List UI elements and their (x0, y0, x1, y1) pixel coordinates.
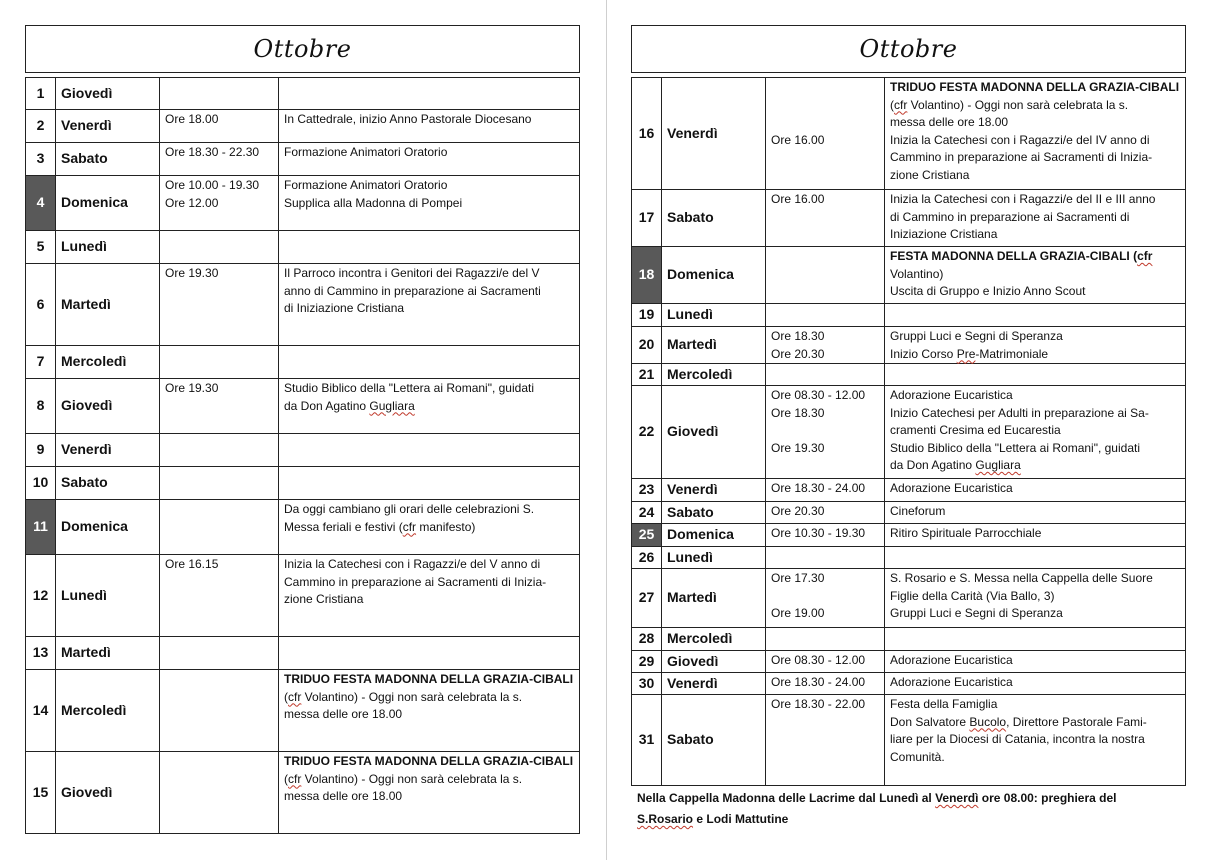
event-cell (279, 670, 580, 752)
time-cell (766, 569, 885, 628)
time-cell (766, 386, 885, 479)
text-line: zione Cristiana (284, 592, 364, 606)
weekday-name: Sabato (56, 143, 160, 176)
text-line: Comunità. (890, 749, 945, 764)
day-number: 3 (26, 143, 56, 176)
time-cell (766, 78, 885, 190)
text-line: Inizia la Catechesi con i Ragazzi/e del IV anno di (890, 132, 1150, 147)
text-line: Cineforum (890, 504, 946, 518)
month-title-right: Ottobre (631, 25, 1186, 73)
text-line: Ore 08.30 - 12.00 (771, 388, 866, 402)
day-row (26, 231, 580, 264)
event-cell (885, 524, 1186, 547)
text-line: Ore 18.00 (165, 112, 219, 126)
weekday-name: Domenica (662, 524, 766, 547)
weekday-name: Martedì (56, 637, 160, 670)
weekday-name: Lunedì (662, 304, 766, 327)
month-title-left: Ottobre (25, 25, 580, 73)
text-line: Ritiro Spirituale Parrocchiale (890, 526, 1042, 540)
weekday-name: Lunedì (56, 231, 160, 264)
text-line: Volantino) (890, 266, 944, 281)
day-row (632, 78, 1186, 190)
left-page (25, 25, 580, 834)
day-number: 7 (26, 346, 56, 379)
time-cell (766, 247, 885, 304)
event-cell (279, 555, 580, 637)
text-line: da Don Agatino Gugliara (890, 458, 1021, 472)
day-number: 30 (632, 673, 662, 695)
event-title: TRIDUO FESTA MADONNA DELLA GRAZIA-CIBALI (284, 754, 574, 768)
day-row (632, 327, 1186, 364)
weekday-name: Venerdì (662, 479, 766, 502)
text-line: Ore 18.30 - 22.30 (165, 145, 260, 159)
day-number: 28 (632, 628, 662, 651)
day-row (632, 673, 1186, 695)
weekday-name: Domenica (662, 247, 766, 304)
text-line: Figlie della Carità (Via Ballo, 3) (890, 588, 1055, 603)
event-cell (279, 346, 580, 379)
day-number: 15 (26, 752, 56, 834)
weekday-name: Martedì (662, 327, 766, 364)
text-line: Uscita di Gruppo e Inizio Anno Scout (890, 284, 1086, 298)
weekday-name: Sabato (662, 502, 766, 524)
page-divider (606, 0, 607, 860)
day-number: 22 (632, 386, 662, 479)
day-row (26, 434, 580, 467)
right-page (631, 25, 1186, 786)
day-row (632, 502, 1186, 524)
day-row (26, 670, 580, 752)
day-row (26, 143, 580, 176)
weekday-name: Martedì (662, 569, 766, 628)
day-row (632, 247, 1186, 304)
day-number: 8 (26, 379, 56, 434)
event-cell (885, 304, 1186, 327)
text-line (771, 79, 879, 97)
time-cell (160, 78, 279, 110)
text-line: messa delle ore 18.00 (284, 789, 403, 803)
day-number: 18 (632, 247, 662, 304)
event-cell (279, 176, 580, 231)
text-line: Ore 08.30 - 12.00 (771, 653, 866, 667)
event-cell (885, 327, 1186, 364)
text-line: Cammino in preparazione ai Sacramenti di Inizia- (284, 574, 547, 589)
time-cell (766, 502, 885, 524)
text-line: Ore 18.30 - 24.00 (771, 481, 866, 495)
text-line: Festa della Famiglia (890, 697, 998, 711)
day-row (632, 364, 1186, 386)
day-number: 14 (26, 670, 56, 752)
text-line (771, 422, 879, 440)
time-cell (160, 143, 279, 176)
event-cell (885, 386, 1186, 479)
weekday-name: Sabato (662, 695, 766, 786)
time-cell (766, 673, 885, 695)
weekday-name: Mercoledì (662, 628, 766, 651)
event-cell (279, 467, 580, 500)
event-cell (279, 637, 580, 670)
day-row (632, 628, 1186, 651)
day-number: 2 (26, 110, 56, 143)
event-cell (885, 673, 1186, 695)
time-cell (160, 467, 279, 500)
event-cell (279, 264, 580, 346)
text-line: cramenti Cresima ed Eucarestia (890, 423, 1061, 437)
event-cell (279, 78, 580, 110)
weekday-name: Mercoledì (662, 364, 766, 386)
day-row (26, 500, 580, 555)
calendar-table-left (25, 77, 580, 834)
text-line: Ore 19.00 (771, 606, 825, 620)
text-line: Gruppi Luci e Segni di Speranza (890, 606, 1063, 620)
time-cell (766, 547, 885, 569)
day-row (632, 304, 1186, 327)
event-title: TRIDUO FESTA MADONNA DELLA GRAZIA-CIBALI (890, 80, 1180, 94)
event-cell (279, 143, 580, 176)
weekday-name: Venerdì (56, 434, 160, 467)
text-line: Ore 10.30 - 19.30 (771, 526, 866, 540)
footer-note: Nella Cappella Madonna delle Lacrime dal Lunedì al Venerdì ore 08.00: preghiera del S.Rosario e Lodi Mattutine (637, 791, 1117, 826)
day-row (26, 379, 580, 434)
text-line: Ore 19.30 (771, 440, 825, 455)
event-cell (885, 651, 1186, 673)
weekday-name: Mercoledì (56, 346, 160, 379)
text-line: Ore 19.30 (165, 381, 219, 395)
text-line: Ore 16.15 (165, 557, 219, 571)
text-line: S. Rosario e S. Messa nella Cappella delle Suore (890, 571, 1153, 585)
time-cell (160, 637, 279, 670)
text-line: Ore 18.30 (771, 329, 825, 343)
time-cell (766, 651, 885, 673)
event-cell (885, 628, 1186, 651)
time-cell (160, 752, 279, 834)
text-line: Studio Biblico della "Lettera ai Romani", guidati (284, 381, 534, 395)
day-number: 19 (632, 304, 662, 327)
weekday-name: Mercoledì (56, 670, 160, 752)
text-line: Cammino in preparazione ai Sacramenti di Inizia- (890, 150, 1153, 164)
weekday-name: Domenica (56, 500, 160, 555)
text-line: Il Parroco incontra i Genitori dei Ragazzi/e del V (284, 266, 540, 280)
weekday-name: Sabato (56, 467, 160, 500)
weekday-name: Lunedì (56, 555, 160, 637)
text-line: messa delle ore 18.00 (284, 707, 403, 721)
day-number: 31 (632, 695, 662, 786)
event-cell (279, 752, 580, 834)
day-row (632, 547, 1186, 569)
text-line: Adorazione Eucaristica (890, 481, 1013, 495)
day-number: 13 (26, 637, 56, 670)
weekday-name: Venerdì (56, 110, 160, 143)
text-line: Ore 18.30 - 22.00 (771, 697, 866, 711)
text-line: (cfr Volantino) - Oggi non sarà celebrata la s. (284, 771, 523, 786)
text-line: Ore 18.30 (771, 405, 825, 420)
text-line: Inizia la Catechesi con i Ragazzi/e del V anno di (284, 557, 541, 571)
time-cell (766, 304, 885, 327)
day-number: 16 (632, 78, 662, 190)
time-cell (766, 628, 885, 651)
text-line (771, 588, 879, 606)
day-number: 25 (632, 524, 662, 547)
day-row (632, 386, 1186, 479)
text-line: Adorazione Eucaristica (890, 653, 1013, 667)
text-line: Inizia la Catechesi con i Ragazzi/e del II e III anno (890, 192, 1156, 206)
day-row (26, 555, 580, 637)
text-line: Adorazione Eucaristica (890, 675, 1013, 689)
day-row (632, 479, 1186, 502)
weekday-name: Venerdì (662, 673, 766, 695)
event-cell (885, 695, 1186, 786)
text-line: (cfr Volantino) - Oggi non sarà celebrata la s. (890, 97, 1129, 112)
event-cell (885, 78, 1186, 190)
text-line: Ore 16.00 (771, 132, 825, 147)
event-cell (885, 364, 1186, 386)
day-row (26, 752, 580, 834)
text-line: Ore 20.30 (771, 504, 825, 518)
day-number: 1 (26, 78, 56, 110)
event-cell (279, 231, 580, 264)
text-line: Ore 18.30 - 24.00 (771, 675, 866, 689)
day-row (632, 569, 1186, 628)
time-cell (766, 524, 885, 547)
weekday-name: Venerdì (662, 78, 766, 190)
day-row (632, 695, 1186, 786)
day-number: 29 (632, 651, 662, 673)
day-number: 17 (632, 190, 662, 247)
event-cell (885, 547, 1186, 569)
text-line: Inizio Catechesi per Adulti in preparazione ai Sa- (890, 405, 1149, 420)
text-line: In Cattedrale, inizio Anno Pastorale Diocesano (284, 112, 532, 126)
time-cell (160, 670, 279, 752)
event-cell (279, 110, 580, 143)
weekday-name: Giovedì (56, 78, 160, 110)
day-number: 24 (632, 502, 662, 524)
text-line: Ore 12.00 (165, 195, 219, 210)
text-line: messa delle ore 18.00 (890, 115, 1009, 129)
day-number: 9 (26, 434, 56, 467)
day-number: 11 (26, 500, 56, 555)
day-number: 4 (26, 176, 56, 231)
time-cell (160, 500, 279, 555)
text-line: Ore 20.30 (771, 346, 825, 361)
weekday-name: Giovedì (56, 379, 160, 434)
time-cell (766, 327, 885, 364)
event-cell (279, 434, 580, 467)
day-number: 12 (26, 555, 56, 637)
text-line: Gruppi Luci e Segni di Speranza (890, 329, 1063, 343)
text-line: liare per la Diocesi di Catania, incontra la nostra (890, 732, 1145, 746)
day-number: 21 (632, 364, 662, 386)
day-row (26, 264, 580, 346)
day-number: 10 (26, 467, 56, 500)
event-title: TRIDUO FESTA MADONNA DELLA GRAZIA-CIBALI (284, 672, 574, 686)
text-line: Don Salvatore Bucolo, Direttore Pastorale Fami- (890, 714, 1147, 729)
text-line: Adorazione Eucaristica (890, 388, 1013, 402)
text-line: Iniziazione Cristiana (890, 227, 998, 241)
text-line (771, 97, 879, 115)
weekday-name: Domenica (56, 176, 160, 231)
weekday-name: Giovedì (662, 651, 766, 673)
day-number: 20 (632, 327, 662, 364)
day-number: 6 (26, 264, 56, 346)
day-number: 27 (632, 569, 662, 628)
time-cell (160, 231, 279, 264)
calendar-table-right (631, 77, 1186, 786)
day-number: 26 (632, 547, 662, 569)
day-row (632, 190, 1186, 247)
day-row (632, 651, 1186, 673)
text-line: Messa feriali e festivi (cfr manifesto) (284, 519, 476, 534)
text-line: (cfr Volantino) - Oggi non sarà celebrata la s. (284, 689, 523, 704)
event-cell (279, 379, 580, 434)
day-row (26, 176, 580, 231)
text-line: Ore 16.00 (771, 192, 825, 206)
event-cell (885, 479, 1186, 502)
event-title: FESTA MADONNA DELLA GRAZIA-CIBALI (cfr (890, 249, 1153, 263)
text-line: anno di Cammino in preparazione ai Sacramenti (284, 283, 541, 298)
text-line: Studio Biblico della "Lettera ai Romani", guidati (890, 440, 1140, 455)
event-cell (885, 247, 1186, 304)
text-line: Formazione Animatori Oratorio (284, 178, 448, 192)
text-line: Inizio Corso Pre-Matrimoniale (890, 346, 1049, 361)
time-cell (160, 434, 279, 467)
day-row (26, 78, 580, 110)
day-row (632, 524, 1186, 547)
weekday-name: Sabato (662, 190, 766, 247)
day-number: 5 (26, 231, 56, 264)
text-line: zione Cristiana (890, 167, 970, 182)
text-line: di Iniziazione Cristiana (284, 301, 405, 315)
time-cell (160, 379, 279, 434)
time-cell (766, 479, 885, 502)
time-cell (766, 695, 885, 786)
event-cell (885, 190, 1186, 247)
text-line: Formazione Animatori Oratorio (284, 145, 448, 159)
weekday-name: Giovedì (662, 386, 766, 479)
event-cell (279, 500, 580, 555)
text-line: Ore 10.00 - 19.30 (165, 178, 260, 192)
time-cell (766, 364, 885, 386)
time-cell (160, 110, 279, 143)
day-number: 23 (632, 479, 662, 502)
event-cell (885, 569, 1186, 628)
time-cell (160, 346, 279, 379)
time-cell (160, 264, 279, 346)
time-cell (766, 190, 885, 247)
day-row (26, 110, 580, 143)
day-row (26, 346, 580, 379)
event-cell (885, 502, 1186, 524)
weekday-name: Martedì (56, 264, 160, 346)
text-line: Ore 17.30 (771, 571, 825, 585)
text-line: da Don Agatino Gugliara (284, 398, 415, 413)
time-cell (160, 176, 279, 231)
weekday-name: Giovedì (56, 752, 160, 834)
day-row (26, 637, 580, 670)
day-row (26, 467, 580, 500)
weekday-name: Lunedì (662, 547, 766, 569)
text-line (771, 114, 879, 132)
text-line: Ore 19.30 (165, 266, 219, 280)
text-line: Supplica alla Madonna di Pompei (284, 195, 463, 210)
text-line: Da oggi cambiano gli orari delle celebrazioni S. (284, 502, 535, 516)
time-cell (160, 555, 279, 637)
text-line: di Cammino in preparazione ai Sacramenti di (890, 209, 1130, 224)
